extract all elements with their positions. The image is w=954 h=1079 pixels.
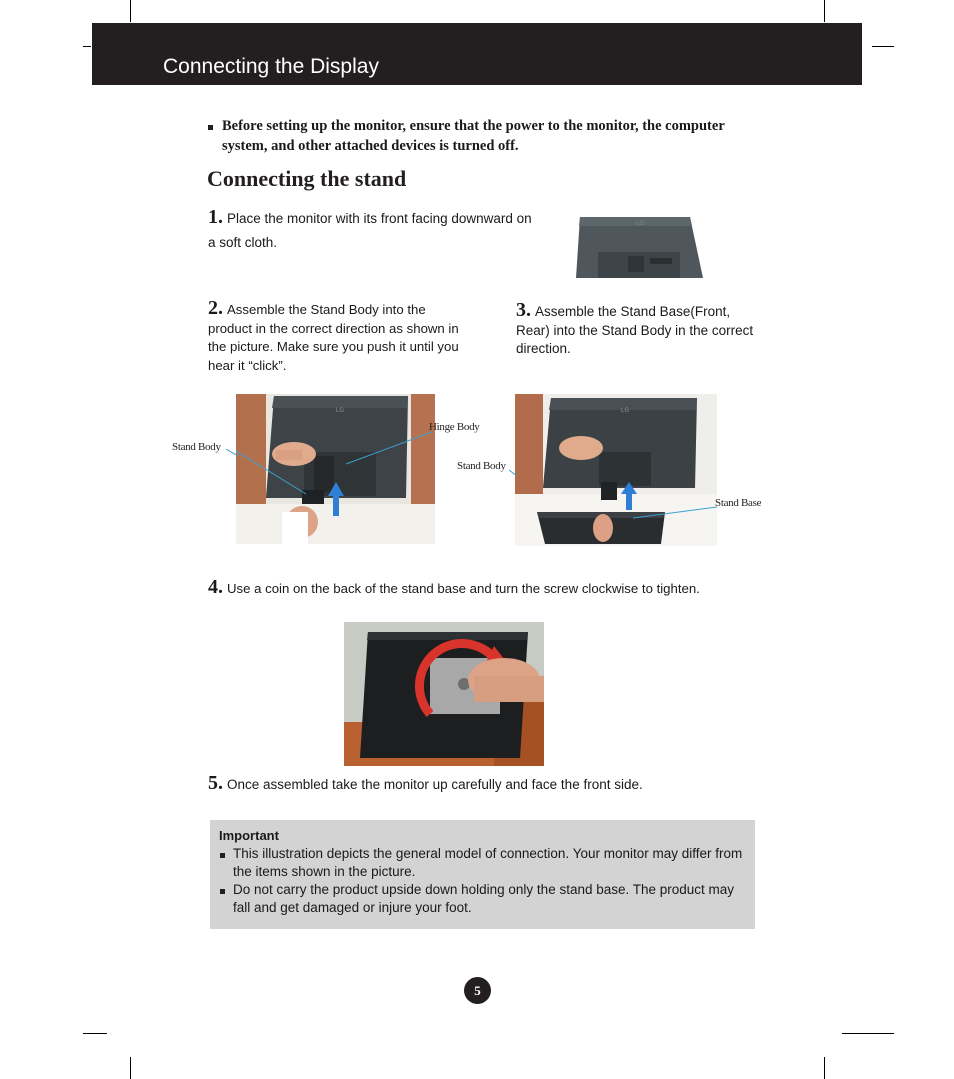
monitor-logo: LG	[636, 221, 645, 227]
step-2-photo	[236, 394, 435, 544]
step-number: 2.	[208, 297, 223, 319]
callout-hinge-body: Hinge Body	[429, 421, 480, 433]
crop-mark	[130, 1057, 131, 1079]
crop-mark	[824, 0, 825, 22]
stand-body-assembly-illustration	[236, 394, 435, 544]
important-item	[219, 845, 743, 881]
warning-note	[208, 116, 768, 156]
monitor-back-illustration	[574, 216, 704, 280]
step-number: 4.	[208, 576, 223, 598]
monitor-back-photo	[574, 216, 704, 280]
warning-text: Before setting up the monitor, ensure that the power to the monitor, the computer system, and other attached devices is turned off.	[222, 118, 725, 154]
step-3	[516, 301, 756, 359]
important-box	[210, 820, 755, 929]
bullet-icon	[220, 889, 225, 894]
step-1	[208, 205, 533, 255]
header-bar	[92, 23, 862, 85]
step-number: 1.	[208, 206, 223, 228]
step-text: Assemble the Stand Body into the product in the correct direction as shown in the picture. Make sure you push it until you hear it “click”.	[208, 302, 459, 373]
bullet-icon	[208, 125, 213, 130]
callout-leader	[226, 449, 238, 457]
step-number: 5.	[208, 772, 223, 794]
step-2	[208, 299, 473, 375]
step-4-photo	[344, 622, 544, 766]
monitor-logo: LG	[621, 408, 630, 414]
crop-mark	[824, 1057, 825, 1079]
crop-mark	[83, 1033, 107, 1034]
important-item-text: Do not carry the product upside down holding only the stand base. The product may fall and get damaged or injure your foot.	[233, 882, 735, 915]
important-heading: Important	[219, 828, 279, 843]
page-title: Connecting the Display	[163, 55, 379, 78]
step-text: Place the monitor with its front facing downward on a soft cloth.	[208, 211, 532, 250]
callout-stand-base: Stand Base	[715, 497, 762, 509]
callout-stand-body: Stand Body	[172, 441, 221, 453]
step-number: 3.	[516, 299, 531, 321]
crop-mark	[872, 46, 894, 47]
important-item	[219, 881, 743, 917]
crop-mark	[842, 1033, 894, 1034]
section-title: Connecting the stand	[207, 166, 407, 191]
step-5	[208, 774, 768, 795]
step-text: Once assembled take the monitor up carefully and face the front side.	[227, 777, 643, 792]
step-text: Assemble the Stand Base(Front, Rear) into the Stand Body in the correct direction.	[516, 304, 754, 356]
bullet-icon	[220, 853, 225, 858]
stand-base-assembly-illustration	[515, 394, 717, 546]
monitor-logo: LG	[336, 408, 345, 414]
screw-tightening-illustration	[344, 622, 544, 766]
crop-mark	[130, 0, 131, 22]
step-text: Use a coin on the back of the stand base and turn the screw clockwise to tighten.	[227, 581, 700, 596]
step-3-photo	[515, 394, 717, 546]
step-4	[208, 578, 768, 599]
callout-leader	[509, 470, 517, 480]
page-number: 5	[464, 977, 491, 1004]
callout-stand-body: Stand Body	[457, 460, 506, 472]
important-item-text: This illustration depicts the general model of connection. Your monitor may differ from the items shown in the picture.	[233, 846, 743, 879]
crop-mark	[83, 46, 91, 47]
